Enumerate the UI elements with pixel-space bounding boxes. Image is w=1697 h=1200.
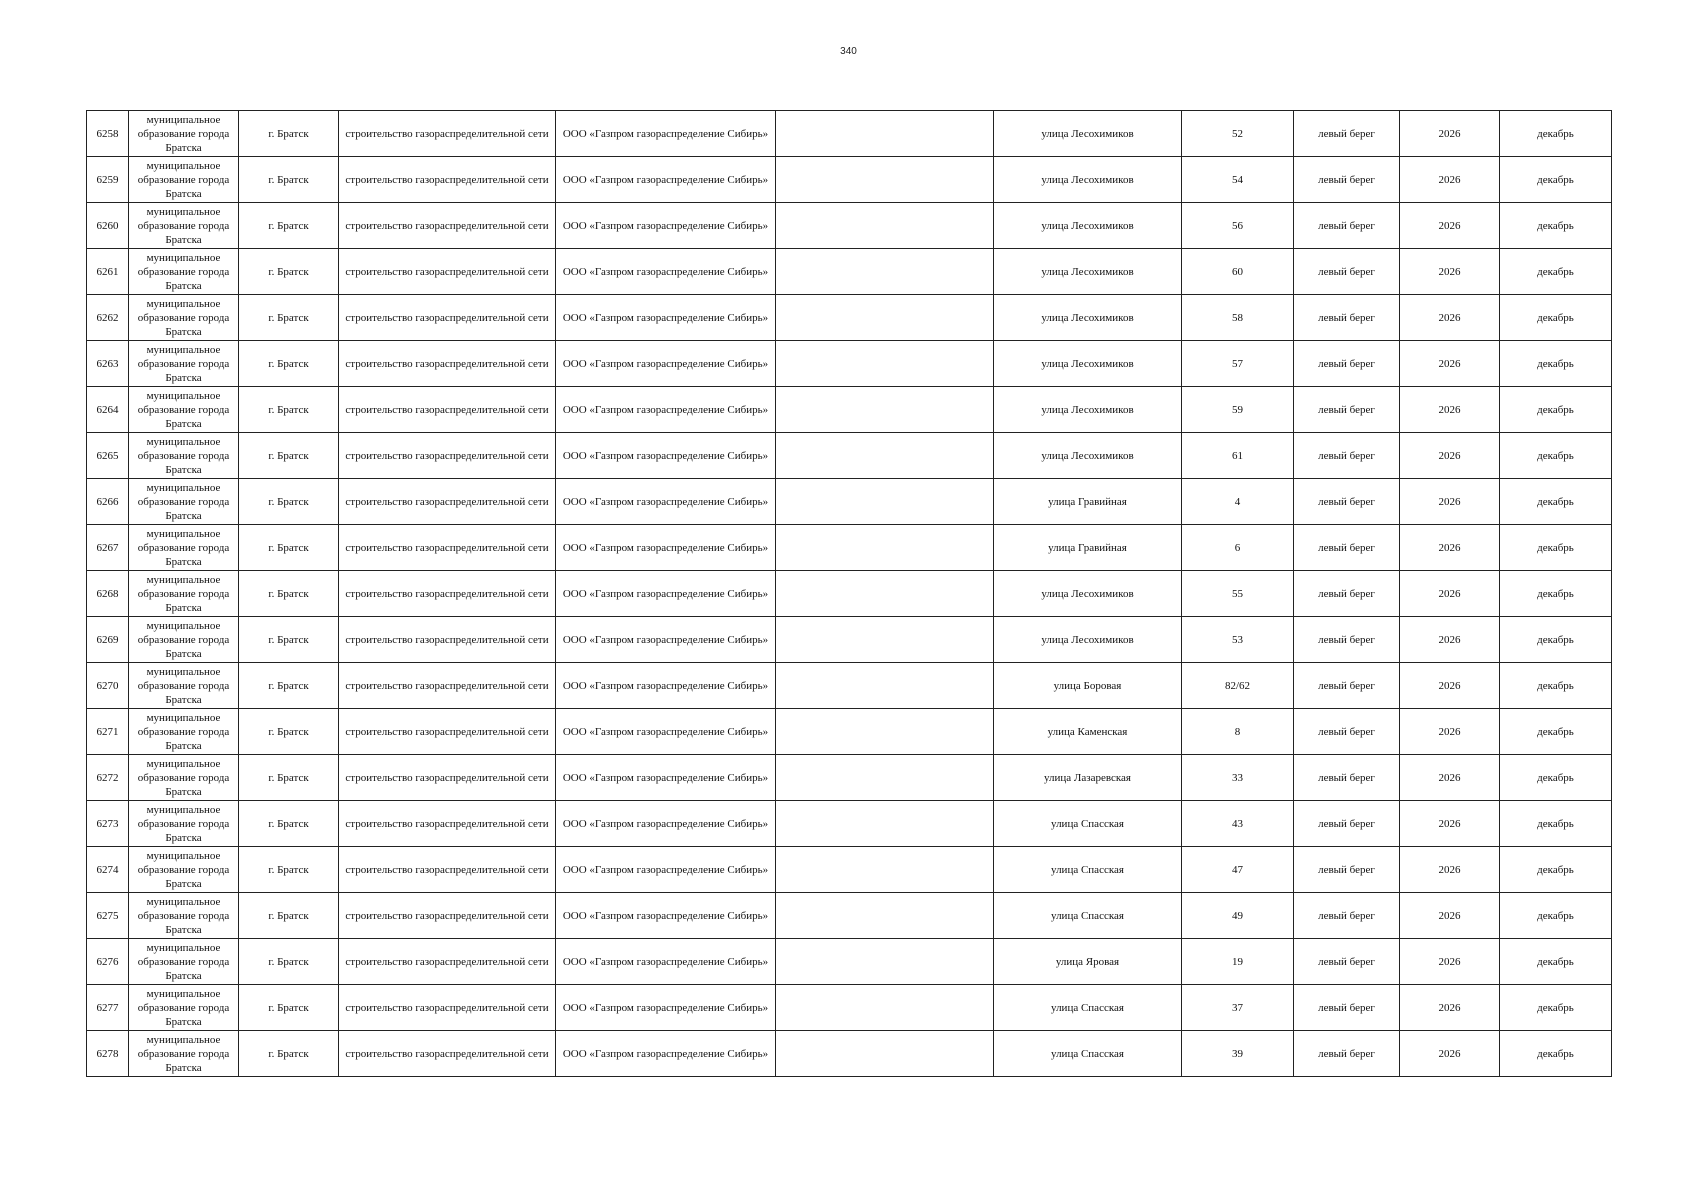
owner-cell: ООО «Газпром газораспределение Сибирь» xyxy=(556,111,776,157)
owner-cell: ООО «Газпром газораспределение Сибирь» xyxy=(556,249,776,295)
work-type-cell: строительство газораспределительной сети xyxy=(339,1031,556,1077)
work-type-cell: строительство газораспределительной сети xyxy=(339,249,556,295)
municipality-cell: муниципальное образование города Братска xyxy=(129,893,239,939)
street-cell: улица Лесохимиков xyxy=(994,617,1182,663)
registry-body xyxy=(87,111,1612,1077)
city-cell: г. Братск xyxy=(239,755,339,801)
city-cell: г. Братск xyxy=(239,801,339,847)
city-cell: г. Братск xyxy=(239,985,339,1031)
street-cell: улица Лазаревская xyxy=(994,755,1182,801)
district-cell: левый берег xyxy=(1294,295,1400,341)
owner-cell: ООО «Газпром газораспределение Сибирь» xyxy=(556,571,776,617)
owner-cell: ООО «Газпром газораспределение Сибирь» xyxy=(556,847,776,893)
extra-cell xyxy=(776,801,994,847)
month-cell: декабрь xyxy=(1500,847,1612,893)
municipality-cell: муниципальное образование города Братска xyxy=(129,479,239,525)
year-cell: 2026 xyxy=(1400,479,1500,525)
extra-cell xyxy=(776,893,994,939)
year-cell: 2026 xyxy=(1400,341,1500,387)
year-cell: 2026 xyxy=(1400,847,1500,893)
municipality-cell: муниципальное образование города Братска xyxy=(129,203,239,249)
work-type-cell: строительство газораспределительной сети xyxy=(339,617,556,663)
extra-cell xyxy=(776,939,994,985)
table-row xyxy=(87,709,1612,755)
street-cell: улица Лесохимиков xyxy=(994,203,1182,249)
month-cell: декабрь xyxy=(1500,479,1612,525)
street-cell: улица Гравийная xyxy=(994,479,1182,525)
month-cell: декабрь xyxy=(1500,801,1612,847)
extra-cell xyxy=(776,295,994,341)
house-number-cell: 56 xyxy=(1182,203,1294,249)
extra-cell xyxy=(776,525,994,571)
municipality-cell: муниципальное образование города Братска xyxy=(129,387,239,433)
table-row xyxy=(87,387,1612,433)
table-row xyxy=(87,985,1612,1031)
row-number: 6261 xyxy=(87,249,129,295)
year-cell: 2026 xyxy=(1400,755,1500,801)
municipality-cell: муниципальное образование города Братска xyxy=(129,755,239,801)
row-number: 6258 xyxy=(87,111,129,157)
month-cell: декабрь xyxy=(1500,939,1612,985)
municipality-cell: муниципальное образование города Братска xyxy=(129,341,239,387)
row-number: 6259 xyxy=(87,157,129,203)
work-type-cell: строительство газораспределительной сети xyxy=(339,801,556,847)
municipality-cell: муниципальное образование города Братска xyxy=(129,111,239,157)
house-number-cell: 54 xyxy=(1182,157,1294,203)
table-row xyxy=(87,479,1612,525)
district-cell: левый берег xyxy=(1294,433,1400,479)
month-cell: декабрь xyxy=(1500,617,1612,663)
municipality-cell: муниципальное образование города Братска xyxy=(129,1031,239,1077)
year-cell: 2026 xyxy=(1400,249,1500,295)
year-cell: 2026 xyxy=(1400,801,1500,847)
year-cell: 2026 xyxy=(1400,525,1500,571)
city-cell: г. Братск xyxy=(239,111,339,157)
house-number-cell: 33 xyxy=(1182,755,1294,801)
row-number: 6262 xyxy=(87,295,129,341)
owner-cell: ООО «Газпром газораспределение Сибирь» xyxy=(556,157,776,203)
work-type-cell: строительство газораспределительной сети xyxy=(339,157,556,203)
row-number: 6269 xyxy=(87,617,129,663)
table-row xyxy=(87,525,1612,571)
district-cell: левый берег xyxy=(1294,203,1400,249)
district-cell: левый берег xyxy=(1294,617,1400,663)
house-number-cell: 39 xyxy=(1182,1031,1294,1077)
extra-cell xyxy=(776,1031,994,1077)
city-cell: г. Братск xyxy=(239,1031,339,1077)
owner-cell: ООО «Газпром газораспределение Сибирь» xyxy=(556,801,776,847)
city-cell: г. Братск xyxy=(239,479,339,525)
month-cell: декабрь xyxy=(1500,295,1612,341)
district-cell: левый берег xyxy=(1294,571,1400,617)
house-number-cell: 37 xyxy=(1182,985,1294,1031)
district-cell: левый берег xyxy=(1294,847,1400,893)
city-cell: г. Братск xyxy=(239,433,339,479)
street-cell: улица Лесохимиков xyxy=(994,111,1182,157)
district-cell: левый берег xyxy=(1294,801,1400,847)
city-cell: г. Братск xyxy=(239,387,339,433)
district-cell: левый берег xyxy=(1294,939,1400,985)
street-cell: улица Лесохимиков xyxy=(994,571,1182,617)
extra-cell xyxy=(776,341,994,387)
year-cell: 2026 xyxy=(1400,893,1500,939)
city-cell: г. Братск xyxy=(239,939,339,985)
table-row xyxy=(87,111,1612,157)
owner-cell: ООО «Газпром газораспределение Сибирь» xyxy=(556,295,776,341)
municipality-cell: муниципальное образование города Братска xyxy=(129,985,239,1031)
house-number-cell: 19 xyxy=(1182,939,1294,985)
extra-cell xyxy=(776,571,994,617)
district-cell: левый берег xyxy=(1294,1031,1400,1077)
district-cell: левый берег xyxy=(1294,157,1400,203)
owner-cell: ООО «Газпром газораспределение Сибирь» xyxy=(556,1031,776,1077)
table-row xyxy=(87,847,1612,893)
house-number-cell: 55 xyxy=(1182,571,1294,617)
district-cell: левый берег xyxy=(1294,755,1400,801)
municipality-cell: муниципальное образование города Братска xyxy=(129,939,239,985)
street-cell: улица Яровая xyxy=(994,939,1182,985)
extra-cell xyxy=(776,387,994,433)
street-cell: улица Спасская xyxy=(994,985,1182,1031)
house-number-cell: 52 xyxy=(1182,111,1294,157)
district-cell: левый берег xyxy=(1294,387,1400,433)
house-number-cell: 47 xyxy=(1182,847,1294,893)
owner-cell: ООО «Газпром газораспределение Сибирь» xyxy=(556,663,776,709)
district-cell: левый берег xyxy=(1294,479,1400,525)
owner-cell: ООО «Газпром газораспределение Сибирь» xyxy=(556,709,776,755)
row-number: 6266 xyxy=(87,479,129,525)
municipality-cell: муниципальное образование города Братска xyxy=(129,847,239,893)
city-cell: г. Братск xyxy=(239,571,339,617)
work-type-cell: строительство газораспределительной сети xyxy=(339,571,556,617)
district-cell: левый берег xyxy=(1294,709,1400,755)
city-cell: г. Братск xyxy=(239,295,339,341)
house-number-cell: 6 xyxy=(1182,525,1294,571)
house-number-cell: 61 xyxy=(1182,433,1294,479)
year-cell: 2026 xyxy=(1400,617,1500,663)
table-row xyxy=(87,801,1612,847)
row-number: 6274 xyxy=(87,847,129,893)
owner-cell: ООО «Газпром газораспределение Сибирь» xyxy=(556,939,776,985)
year-cell: 2026 xyxy=(1400,663,1500,709)
registry-table xyxy=(86,110,1612,1077)
row-number: 6263 xyxy=(87,341,129,387)
row-number: 6272 xyxy=(87,755,129,801)
row-number: 6275 xyxy=(87,893,129,939)
municipality-cell: муниципальное образование города Братска xyxy=(129,249,239,295)
work-type-cell: строительство газораспределительной сети xyxy=(339,709,556,755)
extra-cell xyxy=(776,709,994,755)
year-cell: 2026 xyxy=(1400,1031,1500,1077)
house-number-cell: 49 xyxy=(1182,893,1294,939)
row-number: 6278 xyxy=(87,1031,129,1077)
row-number: 6270 xyxy=(87,663,129,709)
district-cell: левый берег xyxy=(1294,985,1400,1031)
city-cell: г. Братск xyxy=(239,341,339,387)
row-number: 6265 xyxy=(87,433,129,479)
owner-cell: ООО «Газпром газораспределение Сибирь» xyxy=(556,341,776,387)
street-cell: улица Спасская xyxy=(994,893,1182,939)
extra-cell xyxy=(776,433,994,479)
owner-cell: ООО «Газпром газораспределение Сибирь» xyxy=(556,617,776,663)
house-number-cell: 59 xyxy=(1182,387,1294,433)
month-cell: декабрь xyxy=(1500,663,1612,709)
house-number-cell: 57 xyxy=(1182,341,1294,387)
owner-cell: ООО «Газпром газораспределение Сибирь» xyxy=(556,433,776,479)
month-cell: декабрь xyxy=(1500,755,1612,801)
year-cell: 2026 xyxy=(1400,709,1500,755)
work-type-cell: строительство газораспределительной сети xyxy=(339,893,556,939)
municipality-cell: муниципальное образование города Братска xyxy=(129,433,239,479)
street-cell: улица Каменская xyxy=(994,709,1182,755)
month-cell: декабрь xyxy=(1500,387,1612,433)
extra-cell xyxy=(776,847,994,893)
work-type-cell: строительство газораспределительной сети xyxy=(339,295,556,341)
table-row xyxy=(87,249,1612,295)
owner-cell: ООО «Газпром газораспределение Сибирь» xyxy=(556,985,776,1031)
table-row xyxy=(87,893,1612,939)
municipality-cell: муниципальное образование города Братска xyxy=(129,663,239,709)
district-cell: левый берег xyxy=(1294,341,1400,387)
work-type-cell: строительство газораспределительной сети xyxy=(339,203,556,249)
extra-cell xyxy=(776,617,994,663)
table-row xyxy=(87,433,1612,479)
month-cell: декабрь xyxy=(1500,203,1612,249)
row-number: 6268 xyxy=(87,571,129,617)
month-cell: декабрь xyxy=(1500,111,1612,157)
work-type-cell: строительство газораспределительной сети xyxy=(339,111,556,157)
work-type-cell: строительство газораспределительной сети xyxy=(339,663,556,709)
owner-cell: ООО «Газпром газораспределение Сибирь» xyxy=(556,893,776,939)
house-number-cell: 53 xyxy=(1182,617,1294,663)
municipality-cell: муниципальное образование города Братска xyxy=(129,617,239,663)
house-number-cell: 4 xyxy=(1182,479,1294,525)
owner-cell: ООО «Газпром газораспределение Сибирь» xyxy=(556,525,776,571)
street-cell: улица Лесохимиков xyxy=(994,387,1182,433)
owner-cell: ООО «Газпром газораспределение Сибирь» xyxy=(556,387,776,433)
table-row xyxy=(87,571,1612,617)
work-type-cell: строительство газораспределительной сети xyxy=(339,525,556,571)
city-cell: г. Братск xyxy=(239,203,339,249)
extra-cell xyxy=(776,479,994,525)
extra-cell xyxy=(776,249,994,295)
owner-cell: ООО «Газпром газораспределение Сибирь» xyxy=(556,479,776,525)
house-number-cell: 82/62 xyxy=(1182,663,1294,709)
street-cell: улица Спасская xyxy=(994,847,1182,893)
street-cell: улица Лесохимиков xyxy=(994,433,1182,479)
municipality-cell: муниципальное образование города Братска xyxy=(129,295,239,341)
year-cell: 2026 xyxy=(1400,571,1500,617)
year-cell: 2026 xyxy=(1400,433,1500,479)
street-cell: улица Спасская xyxy=(994,1031,1182,1077)
month-cell: декабрь xyxy=(1500,893,1612,939)
work-type-cell: строительство газораспределительной сети xyxy=(339,939,556,985)
month-cell: декабрь xyxy=(1500,525,1612,571)
city-cell: г. Братск xyxy=(239,663,339,709)
row-number: 6277 xyxy=(87,985,129,1031)
table-row xyxy=(87,755,1612,801)
city-cell: г. Братск xyxy=(239,525,339,571)
month-cell: декабрь xyxy=(1500,709,1612,755)
table-row xyxy=(87,203,1612,249)
city-cell: г. Братск xyxy=(239,893,339,939)
month-cell: декабрь xyxy=(1500,1031,1612,1077)
extra-cell xyxy=(776,755,994,801)
district-cell: левый берег xyxy=(1294,249,1400,295)
work-type-cell: строительство газораспределительной сети xyxy=(339,433,556,479)
work-type-cell: строительство газораспределительной сети xyxy=(339,755,556,801)
month-cell: декабрь xyxy=(1500,985,1612,1031)
row-number: 6264 xyxy=(87,387,129,433)
city-cell: г. Братск xyxy=(239,617,339,663)
table-row xyxy=(87,617,1612,663)
year-cell: 2026 xyxy=(1400,111,1500,157)
month-cell: декабрь xyxy=(1500,571,1612,617)
municipality-cell: муниципальное образование города Братска xyxy=(129,525,239,571)
district-cell: левый берег xyxy=(1294,893,1400,939)
work-type-cell: строительство газораспределительной сети xyxy=(339,341,556,387)
municipality-cell: муниципальное образование города Братска xyxy=(129,157,239,203)
street-cell: улица Лесохимиков xyxy=(994,341,1182,387)
row-number: 6260 xyxy=(87,203,129,249)
street-cell: улица Лесохимиков xyxy=(994,249,1182,295)
row-number: 6271 xyxy=(87,709,129,755)
extra-cell xyxy=(776,111,994,157)
municipality-cell: муниципальное образование города Братска xyxy=(129,571,239,617)
street-cell: улица Боровая xyxy=(994,663,1182,709)
row-number: 6273 xyxy=(87,801,129,847)
city-cell: г. Братск xyxy=(239,847,339,893)
district-cell: левый берег xyxy=(1294,111,1400,157)
street-cell: улица Лесохимиков xyxy=(994,295,1182,341)
work-type-cell: строительство газораспределительной сети xyxy=(339,387,556,433)
table-row xyxy=(87,663,1612,709)
year-cell: 2026 xyxy=(1400,157,1500,203)
row-number: 6276 xyxy=(87,939,129,985)
house-number-cell: 60 xyxy=(1182,249,1294,295)
table-row xyxy=(87,1031,1612,1077)
table-row xyxy=(87,939,1612,985)
table-row xyxy=(87,341,1612,387)
city-cell: г. Братск xyxy=(239,249,339,295)
extra-cell xyxy=(776,157,994,203)
extra-cell xyxy=(776,203,994,249)
table-row xyxy=(87,295,1612,341)
city-cell: г. Братск xyxy=(239,157,339,203)
year-cell: 2026 xyxy=(1400,939,1500,985)
month-cell: декабрь xyxy=(1500,433,1612,479)
municipality-cell: муниципальное образование города Братска xyxy=(129,709,239,755)
month-cell: декабрь xyxy=(1500,341,1612,387)
house-number-cell: 43 xyxy=(1182,801,1294,847)
extra-cell xyxy=(776,985,994,1031)
street-cell: улица Спасская xyxy=(994,801,1182,847)
month-cell: декабрь xyxy=(1500,249,1612,295)
municipality-cell: муниципальное образование города Братска xyxy=(129,801,239,847)
year-cell: 2026 xyxy=(1400,295,1500,341)
year-cell: 2026 xyxy=(1400,203,1500,249)
work-type-cell: строительство газораспределительной сети xyxy=(339,985,556,1031)
street-cell: улица Лесохимиков xyxy=(994,157,1182,203)
house-number-cell: 8 xyxy=(1182,709,1294,755)
month-cell: декабрь xyxy=(1500,157,1612,203)
row-number: 6267 xyxy=(87,525,129,571)
owner-cell: ООО «Газпром газораспределение Сибирь» xyxy=(556,203,776,249)
year-cell: 2026 xyxy=(1400,387,1500,433)
district-cell: левый берег xyxy=(1294,525,1400,571)
owner-cell: ООО «Газпром газораспределение Сибирь» xyxy=(556,755,776,801)
page-number: 340 xyxy=(840,46,857,57)
street-cell: улица Гравийная xyxy=(994,525,1182,571)
work-type-cell: строительство газораспределительной сети xyxy=(339,479,556,525)
year-cell: 2026 xyxy=(1400,985,1500,1031)
extra-cell xyxy=(776,663,994,709)
house-number-cell: 58 xyxy=(1182,295,1294,341)
work-type-cell: строительство газораспределительной сети xyxy=(339,847,556,893)
district-cell: левый берег xyxy=(1294,663,1400,709)
table-row xyxy=(87,157,1612,203)
city-cell: г. Братск xyxy=(239,709,339,755)
